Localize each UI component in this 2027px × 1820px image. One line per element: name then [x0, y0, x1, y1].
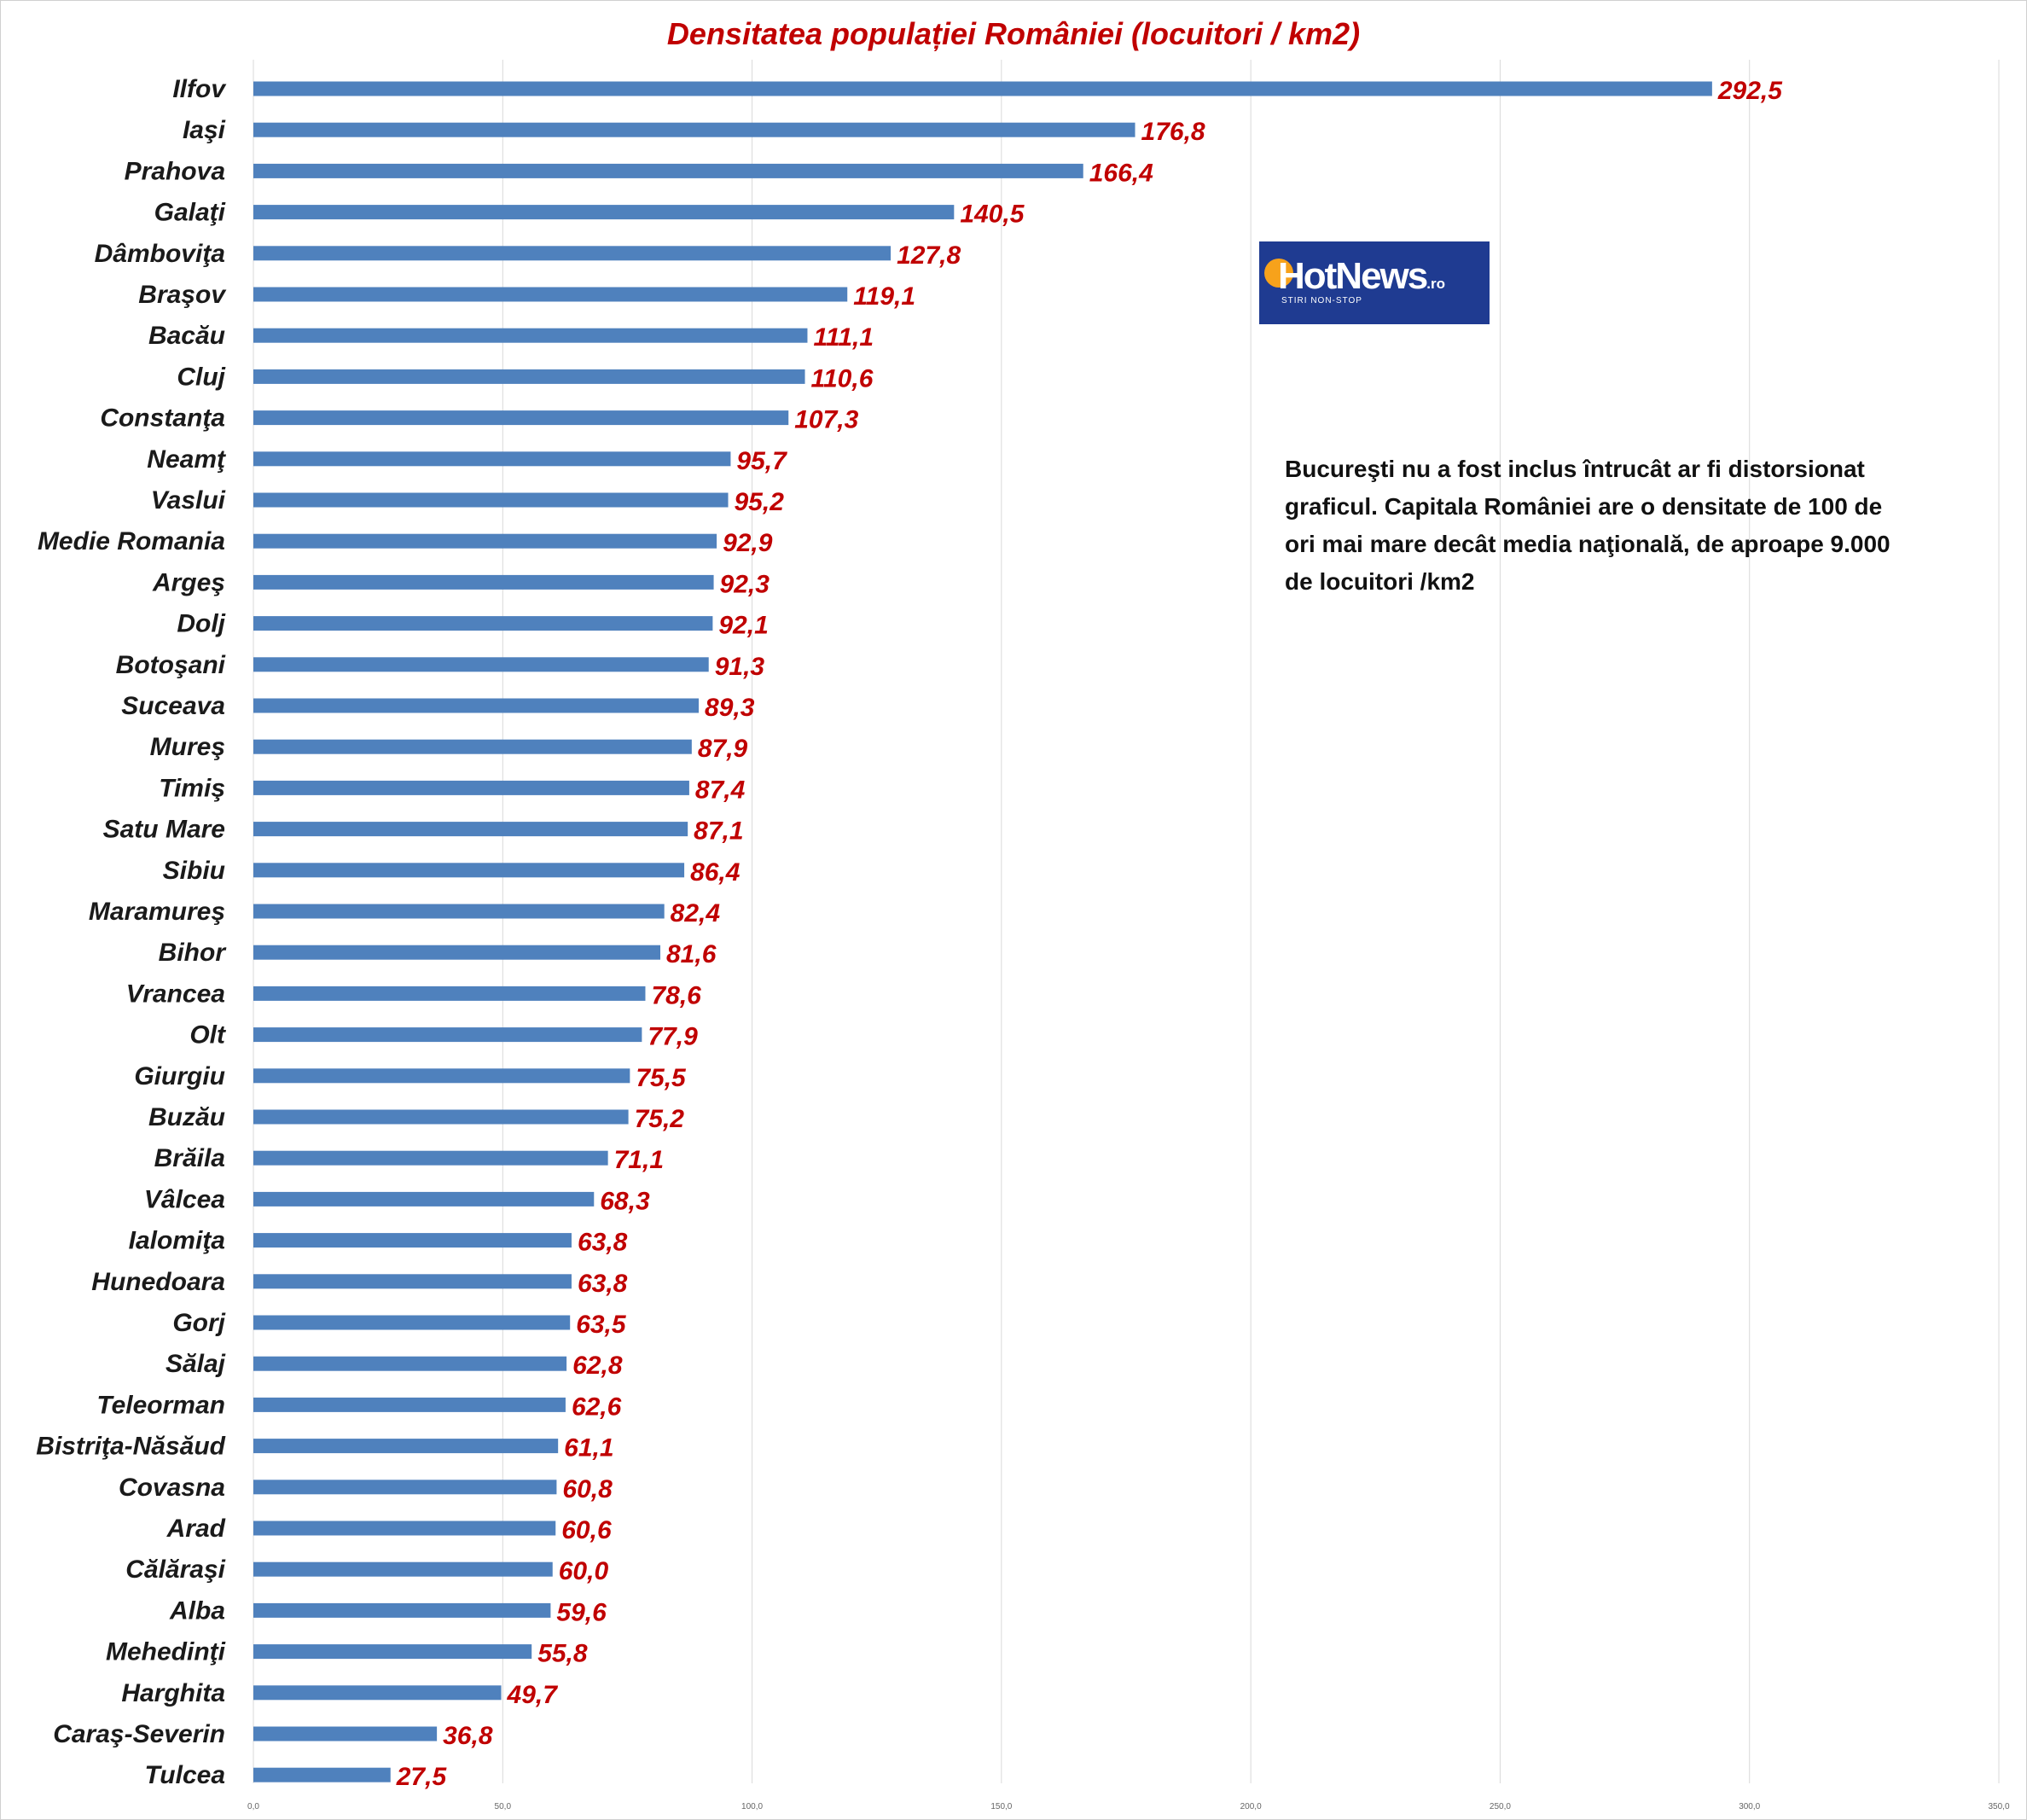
x-tick-label: 300,0 [1739, 1802, 1761, 1811]
value-label: 292,5 [1717, 77, 1782, 105]
category-label: Vâlcea [143, 1185, 225, 1214]
value-label: 176,8 [1141, 118, 1205, 147]
category-label: Galaţi [154, 198, 225, 227]
bar [253, 657, 709, 672]
x-tick-label: 200,0 [1240, 1802, 1262, 1811]
value-label: 55,8 [537, 1639, 588, 1668]
bar [253, 288, 847, 302]
category-label: Gorj [172, 1309, 225, 1337]
value-label: 49,7 [507, 1680, 557, 1709]
bar [253, 1727, 437, 1742]
value-label: 166,4 [1089, 159, 1153, 188]
logo-name: HotNews [1278, 255, 1427, 297]
bar [253, 1603, 550, 1618]
value-label: 60,0 [558, 1557, 609, 1586]
category-label: Tulcea [144, 1761, 225, 1790]
bar [253, 205, 954, 219]
bar [253, 164, 1083, 178]
value-label: 87,9 [697, 735, 748, 764]
bar [253, 1521, 555, 1536]
bar [253, 781, 689, 795]
logo-tld: .ro [1426, 276, 1445, 292]
category-label: Dolj [177, 609, 225, 638]
bar [253, 1316, 570, 1330]
bar [253, 822, 688, 836]
value-label: 119,1 [853, 282, 916, 311]
category-label: Brăila [154, 1144, 225, 1173]
bar [253, 451, 730, 466]
hotnews-logo [1259, 241, 1490, 324]
value-label: 92,1 [718, 611, 769, 640]
category-label: Ialomiţa [128, 1226, 225, 1255]
value-label: 127,8 [897, 241, 961, 270]
logo-wordmark [1278, 255, 1445, 298]
x-tick-label: 100,0 [741, 1802, 764, 1811]
x-tick-label: 350,0 [1988, 1802, 2010, 1811]
value-label: 60,6 [561, 1516, 612, 1544]
value-label: 60,8 [562, 1474, 613, 1503]
category-labels [36, 75, 227, 1789]
bar [253, 945, 660, 960]
bar [253, 410, 788, 425]
bar [253, 246, 891, 260]
value-label: 71,1 [613, 1146, 665, 1175]
category-label: Alba [169, 1596, 225, 1625]
value-label: 63,5 [576, 1311, 626, 1339]
category-label: Olt [189, 1020, 225, 1050]
category-label: Giurgiu [134, 1061, 225, 1090]
category-label: Constanţa [100, 404, 225, 433]
bar [253, 493, 729, 508]
category-label: Bacău [148, 322, 225, 351]
category-label: Călăraşi [125, 1555, 225, 1585]
annotation-note: Bucureşti nu a fost inclus întrucât ar fi distorsionat graficul. Capitala României are o densitate de 100 de ori mai mare decât media naţională, de aproape 9.000 de locuitori /km2 [1285, 456, 1891, 595]
value-label: 110,6 [810, 364, 874, 393]
x-tick-label: 50,0 [494, 1802, 512, 1811]
bar [253, 369, 805, 384]
category-label: Hunedoara [91, 1267, 225, 1296]
value-label: 63,8 [577, 1228, 628, 1257]
value-label: 92,9 [723, 529, 773, 558]
category-label: Suceava [121, 692, 225, 720]
x-tick-label: 150,0 [990, 1802, 1013, 1811]
value-label: 61,1 [564, 1433, 614, 1462]
bar [253, 1274, 572, 1288]
value-label: 95,2 [734, 488, 784, 516]
bar [253, 1357, 566, 1371]
category-label: Harghita [121, 1678, 225, 1707]
bar [253, 82, 1712, 96]
category-label: Vaslui [150, 486, 225, 515]
category-label: Sălaj [165, 1350, 225, 1379]
value-label: 107,3 [794, 405, 859, 434]
category-label: Satu Mare [102, 815, 225, 844]
bar [253, 534, 717, 549]
bar [253, 1233, 572, 1247]
category-label: Sibiu [162, 856, 225, 885]
value-label: 91,3 [714, 652, 765, 681]
category-label: Vrancea [125, 980, 225, 1009]
category-label: Bihor [158, 939, 225, 968]
x-axis-ticks [247, 1802, 2010, 1811]
category-label: Neamţ [147, 445, 225, 474]
bar [253, 1398, 566, 1412]
value-label: 111,1 [813, 323, 874, 352]
category-label: Ilfov [172, 75, 225, 103]
value-label: 68,3 [600, 1187, 650, 1216]
value-label: 92,3 [719, 570, 770, 599]
bar [253, 986, 645, 1001]
value-label: 82,4 [670, 899, 721, 927]
value-label: 75,5 [636, 1063, 686, 1092]
logo-tagline: STIRI NON-STOP [1281, 296, 1362, 305]
category-label: Prahova [124, 157, 225, 186]
value-label: 62,8 [572, 1352, 623, 1381]
category-label: Dâmboviţa [94, 239, 225, 268]
category-label: Covasna [118, 1473, 225, 1502]
value-label: 86,4 [690, 858, 741, 887]
bar [253, 1439, 558, 1453]
category-label: Mureş [149, 733, 225, 762]
value-label: 87,1 [694, 817, 744, 846]
bar [253, 1562, 553, 1577]
value-label: 75,2 [634, 1105, 684, 1133]
value-label: 95,7 [736, 446, 787, 475]
value-label: 89,3 [705, 694, 755, 722]
value-label: 63,8 [577, 1269, 628, 1298]
bar [253, 616, 712, 631]
category-label: Argeş [152, 568, 225, 597]
category-label: Medie Romania [37, 527, 225, 556]
bar [253, 1110, 629, 1125]
bar [253, 699, 699, 713]
bar [253, 904, 665, 919]
category-label: Mehedinţi [106, 1637, 225, 1666]
bar [253, 1480, 556, 1494]
value-label: 140,5 [960, 200, 1025, 229]
bar [253, 1151, 608, 1166]
value-label: 87,4 [694, 776, 746, 805]
category-label: Bistriţa-Năsăud [36, 1432, 225, 1461]
bar [253, 1768, 391, 1782]
chart-title: Densitatea populației României (locuitori / km2) [666, 16, 1361, 51]
bar [253, 1192, 594, 1207]
bar [253, 1027, 642, 1042]
bar [253, 863, 684, 877]
bar [253, 1644, 531, 1659]
value-label: 59,6 [556, 1598, 607, 1627]
value-label: 36,8 [443, 1722, 493, 1750]
bar [253, 329, 807, 343]
bar [253, 1068, 630, 1083]
category-label: Cluj [177, 363, 225, 392]
category-label: Teleorman [96, 1391, 225, 1420]
category-label: Buzău [148, 1103, 225, 1131]
category-label: Timiş [159, 774, 225, 803]
category-label: Caraş-Severin [53, 1720, 225, 1748]
x-tick-label: 250,0 [1489, 1802, 1511, 1811]
category-label: Botoşani [115, 650, 225, 679]
x-tick-label: 0,0 [247, 1802, 259, 1811]
value-label: 78,6 [651, 981, 701, 1010]
value-label: 81,6 [666, 940, 717, 969]
category-label: Maramureş [88, 898, 225, 926]
bar [253, 123, 1135, 137]
bar [253, 575, 714, 590]
category-label: Braşov [138, 281, 225, 309]
value-label: 77,9 [648, 1022, 698, 1051]
value-label: 27,5 [396, 1763, 447, 1792]
bar [253, 740, 692, 754]
value-label: 62,6 [571, 1393, 622, 1422]
bars [253, 82, 1712, 1782]
bar [253, 1685, 502, 1700]
category-label: Arad [166, 1515, 225, 1543]
category-label: Iaşi [182, 116, 225, 145]
